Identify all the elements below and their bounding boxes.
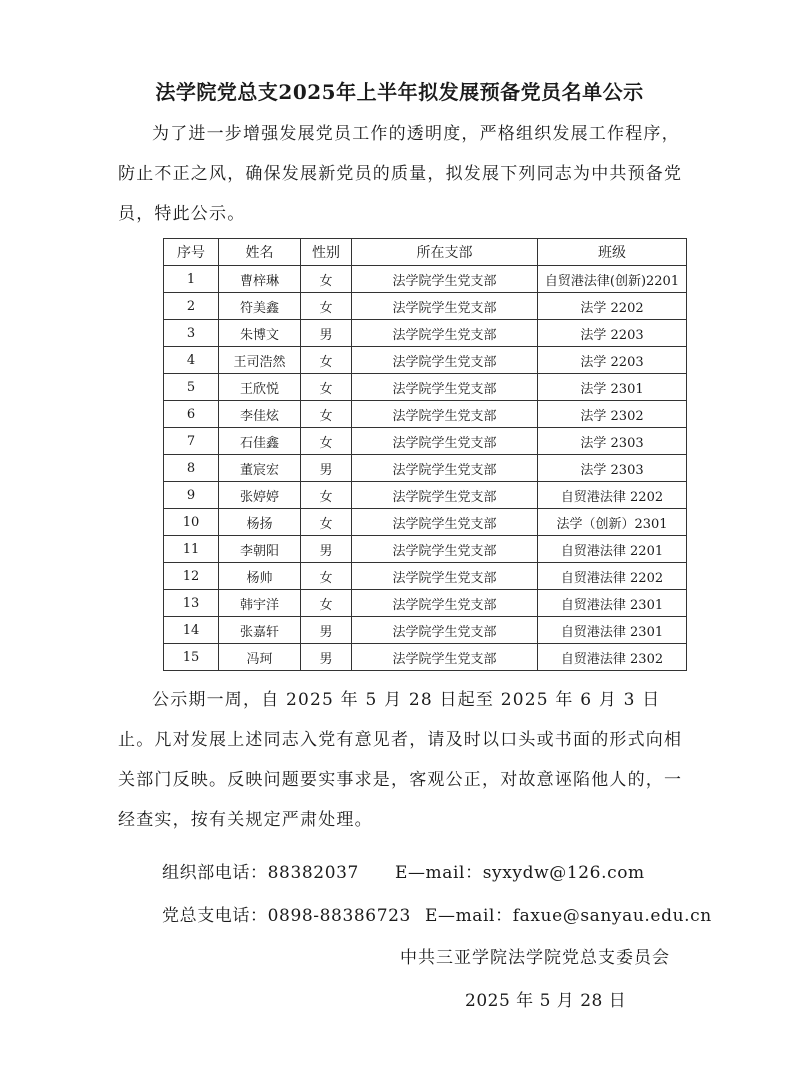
row-gender: 女: [301, 266, 352, 293]
row-name: 张嘉轩: [219, 617, 301, 644]
header-index: 序号: [164, 239, 219, 266]
row-class: 自贸港法律 2202: [538, 482, 687, 509]
row-branch: 法学院学生党支部: [352, 401, 538, 428]
header-branch: 所在支部: [352, 239, 538, 266]
row-class: 自贸港法律 2201: [538, 536, 687, 563]
candidate-table: [163, 238, 687, 671]
row-index: 5: [164, 374, 219, 401]
issuer-signature: 中共三亚学院法学院党总支委员会: [400, 948, 670, 968]
branch-phone-label: 党总支电话：: [162, 906, 268, 926]
notice-paragraph: 公示期一周，自 2025 年 5 月 28 日起至 2025 年 6 月 3 日止。凡对发展上述同志入党有意见者，请及时以口头或书面的形式向相关部门反映。反映问题要实事求是，客观公正，对故意诬陷他人的，一经查实，按有关规定严肃处理。: [118, 690, 683, 830]
org-phone: 88382037: [267, 863, 359, 883]
row-class: 法学 2303: [538, 455, 687, 482]
row-branch: 法学院学生党支部: [352, 563, 538, 590]
org-phone-label: 组织部电话：: [162, 863, 268, 883]
intro-paragraph: 为了进一步增强发展党员工作的透明度，严格组织发展工作程序，防止不正之风，确保发展新党员的质量，拟发展下列同志为中共预备党员，特此公示。: [118, 124, 683, 224]
table-row: [164, 266, 687, 293]
row-class: 自贸港法律 2301: [538, 617, 687, 644]
row-gender: 男: [301, 320, 352, 347]
row-index: 2: [164, 293, 219, 320]
row-index: 1: [164, 266, 219, 293]
row-class: 法学 2203: [538, 320, 687, 347]
table-row: [164, 374, 687, 401]
org-email-label: E—mail：: [394, 863, 483, 883]
row-index: 7: [164, 428, 219, 455]
row-class: 自贸港法律 2301: [538, 590, 687, 617]
table-row: [164, 509, 687, 536]
row-gender: 女: [301, 590, 352, 617]
row-branch: 法学院学生党支部: [352, 455, 538, 482]
row-gender: 男: [301, 617, 352, 644]
row-name: 冯珂: [219, 644, 301, 671]
table-row: [164, 482, 687, 509]
table-row: [164, 617, 687, 644]
table-row: [164, 644, 687, 671]
row-branch: 法学院学生党支部: [352, 509, 538, 536]
row-name: 朱博文: [219, 320, 301, 347]
branch-email-label: E—mail：: [424, 906, 513, 926]
table-body: [164, 266, 687, 671]
row-branch: 法学院学生党支部: [352, 590, 538, 617]
row-class: 法学（创新）2301: [538, 509, 687, 536]
row-branch: 法学院学生党支部: [352, 536, 538, 563]
row-class: 自贸港法律 2202: [538, 563, 687, 590]
branch-phone: 0898-88386723: [267, 906, 411, 926]
row-name: 王欣悦: [219, 374, 301, 401]
row-index: 6: [164, 401, 219, 428]
row-name: 董宸宏: [219, 455, 301, 482]
issue-date: 2025 年 5 月 28 日: [465, 991, 627, 1011]
row-branch: 法学院学生党支部: [352, 428, 538, 455]
row-index: 12: [164, 563, 219, 590]
row-name: 石佳鑫: [219, 428, 301, 455]
row-index: 9: [164, 482, 219, 509]
row-class: 法学 2301: [538, 374, 687, 401]
row-name: 李佳炫: [219, 401, 301, 428]
table-header-row: [164, 239, 687, 266]
header-name: 姓名: [219, 239, 301, 266]
table-row: [164, 428, 687, 455]
table-row: [164, 347, 687, 374]
branch-contact-line: [162, 901, 712, 926]
row-index: 3: [164, 320, 219, 347]
row-branch: 法学院学生党支部: [352, 293, 538, 320]
row-branch: 法学院学生党支部: [352, 347, 538, 374]
row-index: 10: [164, 509, 219, 536]
row-name: 张婷婷: [219, 482, 301, 509]
row-gender: 女: [301, 293, 352, 320]
row-gender: 女: [301, 509, 352, 536]
row-class: 法学 2203: [538, 347, 687, 374]
table-row: [164, 590, 687, 617]
row-gender: 女: [301, 563, 352, 590]
row-gender: 男: [301, 455, 352, 482]
row-gender: 女: [301, 347, 352, 374]
table-row: [164, 293, 687, 320]
row-index: 15: [164, 644, 219, 671]
table-row: [164, 563, 687, 590]
org-contact-line: [162, 858, 645, 883]
table-row: [164, 455, 687, 482]
org-email: syxydw@126.com: [482, 863, 645, 883]
row-branch: 法学院学生党支部: [352, 374, 538, 401]
row-branch: 法学院学生党支部: [352, 482, 538, 509]
row-name: 韩宇洋: [219, 590, 301, 617]
row-gender: 男: [301, 644, 352, 671]
row-index: 13: [164, 590, 219, 617]
row-index: 4: [164, 347, 219, 374]
row-name: 李朝阳: [219, 536, 301, 563]
row-branch: 法学院学生党支部: [352, 644, 538, 671]
row-name: 杨扬: [219, 509, 301, 536]
row-class: 自贸港法律(创新)2201: [538, 266, 687, 293]
row-class: 法学 2202: [538, 293, 687, 320]
row-class: 自贸港法律 2302: [538, 644, 687, 671]
row-branch: 法学院学生党支部: [352, 617, 538, 644]
row-gender: 男: [301, 536, 352, 563]
header-gender: 性别: [301, 239, 352, 266]
table-row: [164, 536, 687, 563]
row-name: 杨帅: [219, 563, 301, 590]
branch-email: faxue@sanyau.edu.cn: [512, 906, 712, 926]
row-name: 王司浩然: [219, 347, 301, 374]
row-name: 符美鑫: [219, 293, 301, 320]
row-gender: 女: [301, 374, 352, 401]
document-title: 法学院党总支2025年上半年拟发展预备党员名单公示: [155, 80, 644, 104]
row-index: 14: [164, 617, 219, 644]
row-index: 11: [164, 536, 219, 563]
row-class: 法学 2303: [538, 428, 687, 455]
row-name: 曹梓琳: [219, 266, 301, 293]
table-row: [164, 401, 687, 428]
row-index: 8: [164, 455, 219, 482]
row-gender: 女: [301, 428, 352, 455]
row-class: 法学 2302: [538, 401, 687, 428]
row-branch: 法学院学生党支部: [352, 266, 538, 293]
row-branch: 法学院学生党支部: [352, 320, 538, 347]
row-gender: 女: [301, 401, 352, 428]
header-class: 班级: [538, 239, 687, 266]
table-row: [164, 320, 687, 347]
row-gender: 女: [301, 482, 352, 509]
